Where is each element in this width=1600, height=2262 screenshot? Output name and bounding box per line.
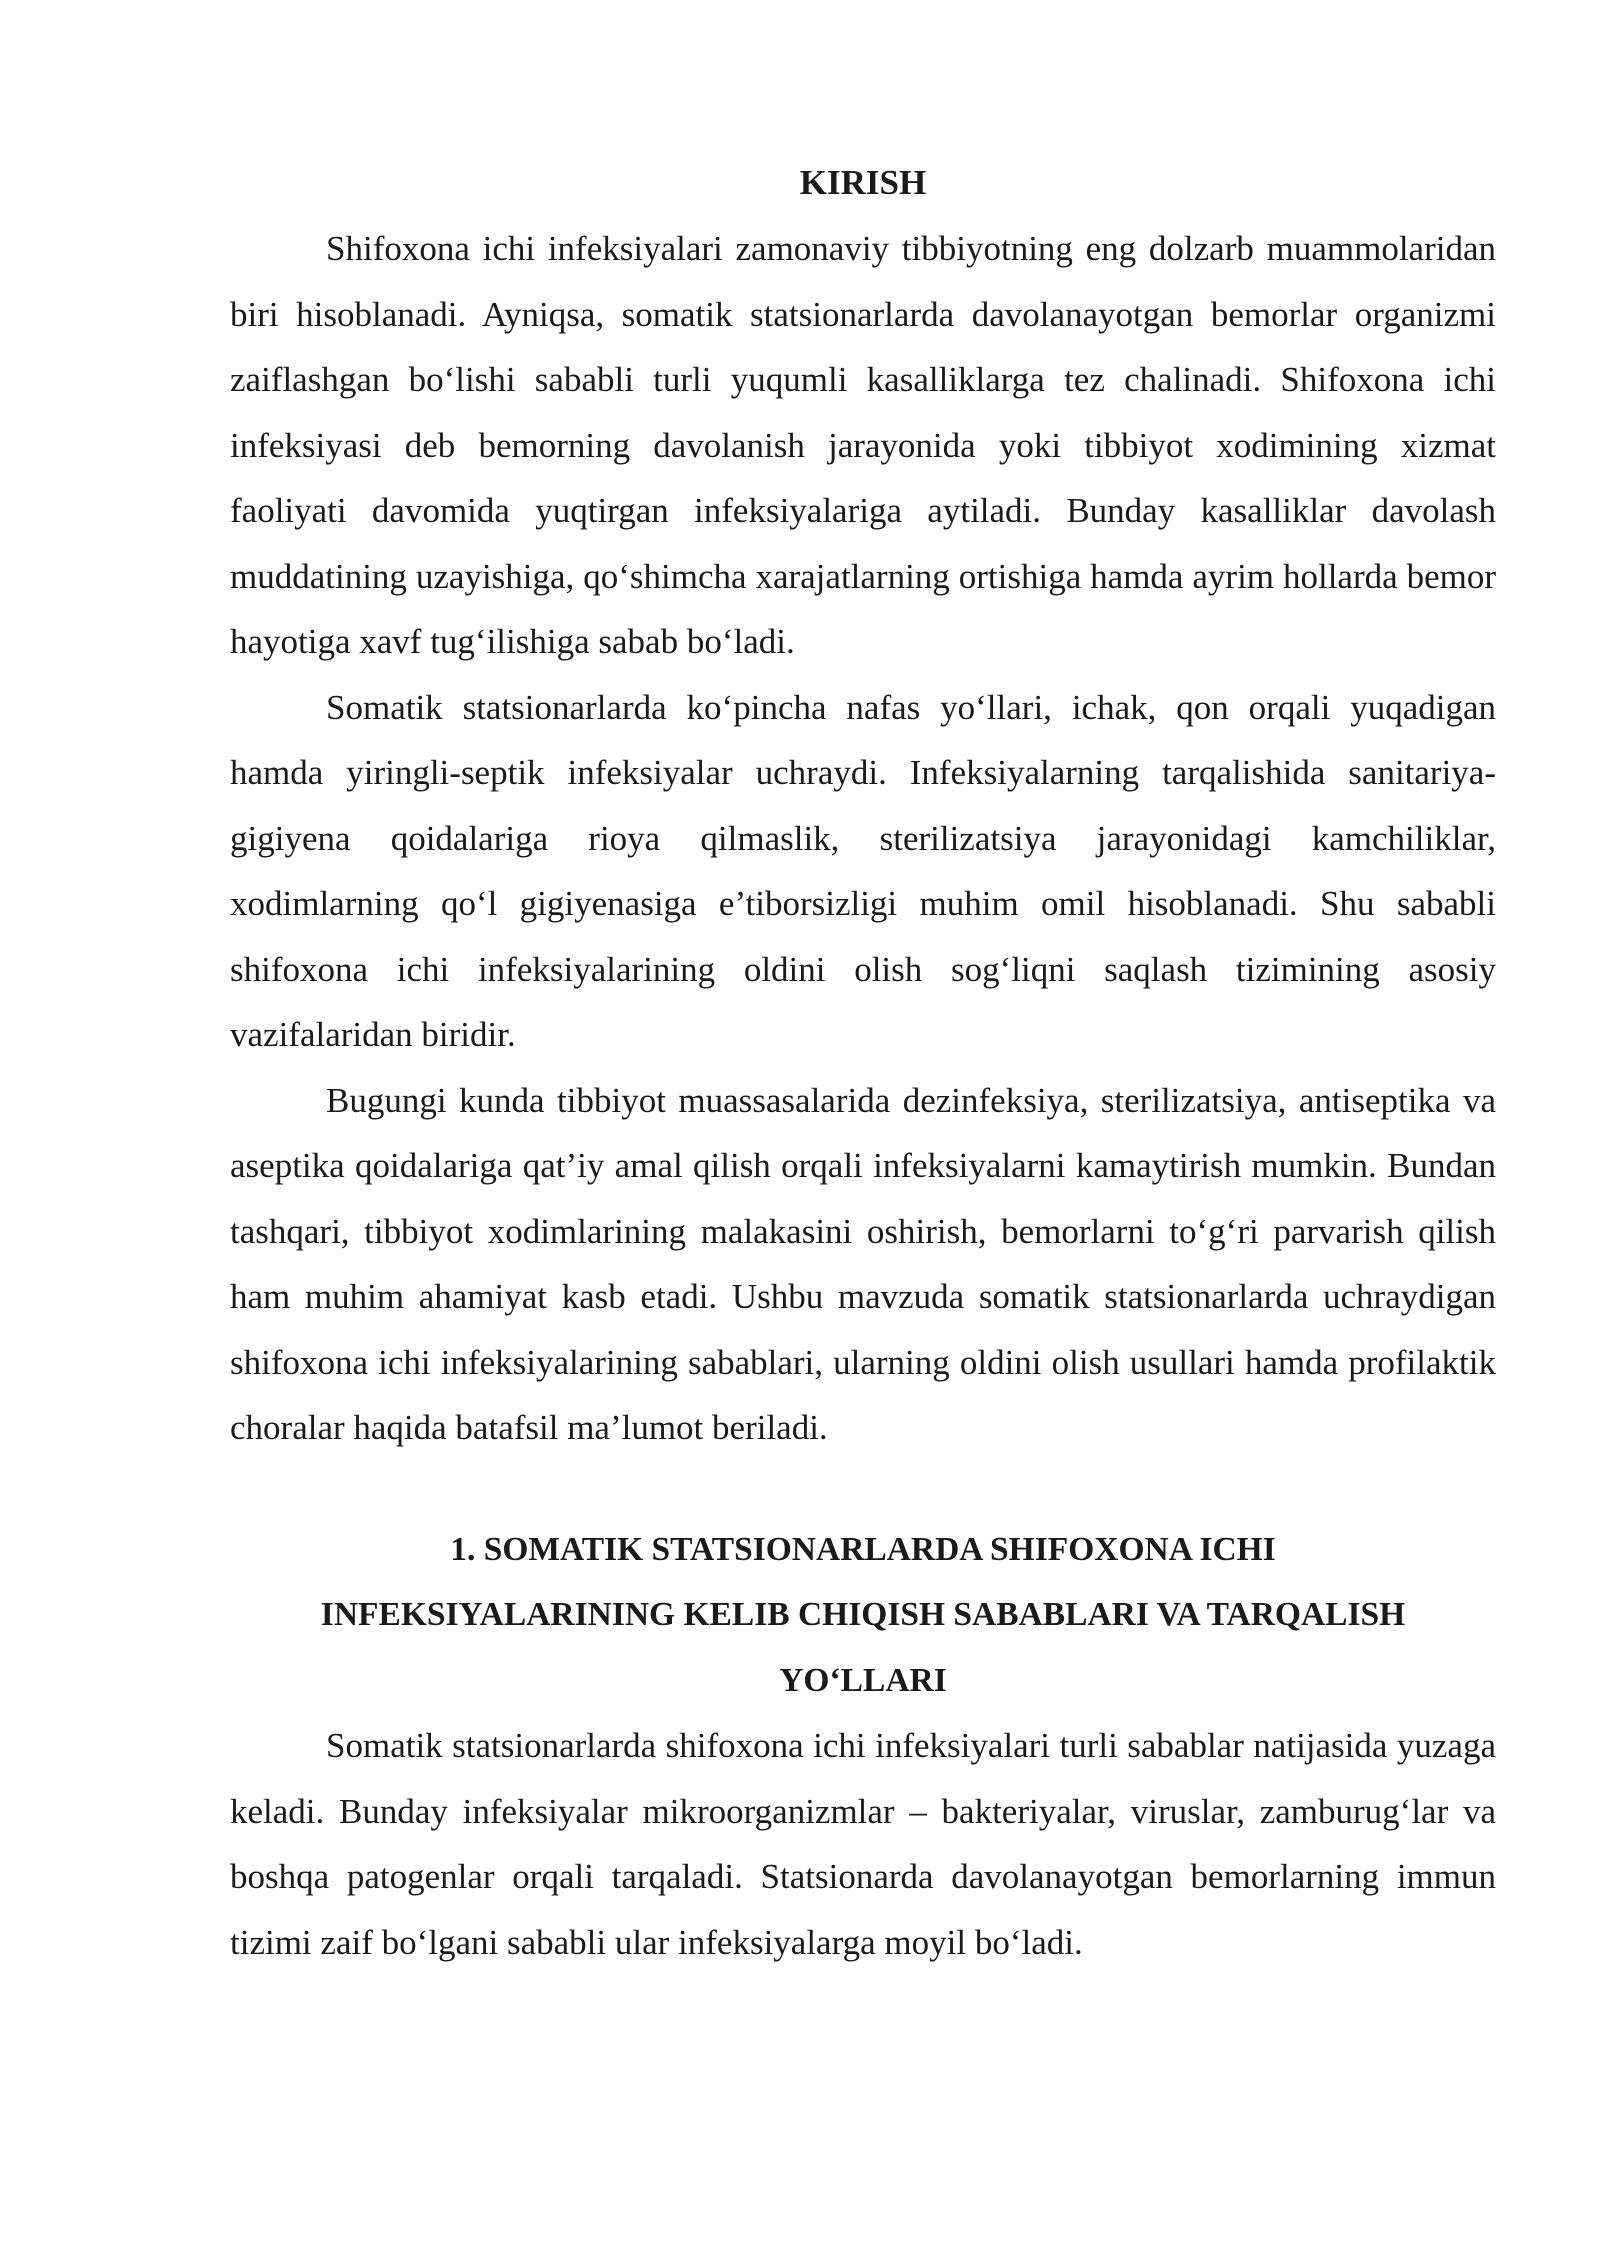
intro-paragraph-2: Somatik statsionarlarda ko‘pincha nafas yo‘llari, ichak, qon orqali yuqadigan hamda yiringli-septik infeksiyalar uchraydi. Infeksiyalarning tarqalishida sanitariya-gigiyena qoidalariga rioya qilmaslik, sterilizatsiya jarayonidagi kamchiliklar, xodimlarning qo‘l gigiyenasiga e’tiborsizligi muhim omil hisoblanadi. Shu sababli shifoxona ichi infeksiyalarining oldini olish sog‘liqni saqlash tizimining asosiy vazifalaridan biridir. [230,687,1496,1054]
intro-heading: KIRISH [799,163,927,202]
section-1-heading-line-1: 1. SOMATIK STATSIONARLARDA SHIFOXONA ICHI [450,1530,1276,1568]
section-1-heading-line-3: YO‘LLARI [779,1661,947,1699]
section-1-heading-line-2: INFEKSIYALARINING KELIB CHIQISH SABABLARI VA TARQALISH [320,1596,1406,1633]
section-1-paragraph-1: Somatik statsionarlarda shifoxona ichi infeksiyalari turli sabablar natijasida yuzaga keladi. Bunday infeksiyalar mikroorganizmlar – bakteriyalar, viruslar, zamburug‘lar va boshqa patogenlar orqali tarqaladi. Statsionarda davolanayotgan bemorlarning immun tizimi zaif bo‘lgani sababli ular infeksiyalarga moyil bo‘ladi. [230,1726,1496,1962]
section-1-heading [230,1517,1496,1714]
document-page [230,150,1496,1975]
intro-paragraph-1: Shifoxona ichi infeksiyalari zamonaviy tibbiyotning eng dolzarb muammolaridan biri hisoblanadi. Ayniqsa, somatik statsionarlarda davolanayotgan bemorlar organizmi zaiflashgan bo‘lishi sababli turli yuqumli kasalliklarga tez chalinadi. Shifoxona ichi infeksiyasi deb bemorning davolanish jarayonida yoki tibbiyot xodimining xizmat faoliyati davomida yuqtirgan infeksiyalariga aytiladi. Bunday kasalliklar davolash muddatining uzayishiga, qo‘shimcha xarajatlarning ortishiga hamda ayrim hollarda bemor hayotiga xavf tug‘ilishiga sabab bo‘ladi. [230,229,1496,661]
intro-paragraph-3: Bugungi kunda tibbiyot muassasalarida dezinfeksiya, sterilizatsiya, antiseptika va aseptika qoidalariga qat’iy amal qilish orqali infeksiyalarni kamaytirish mumkin. Bundan tashqari, tibbiyot xodimlarining malakasini oshirish, bemorlarni to‘g‘ri parvarish qilish ham muhim ahamiyat kasb etadi. Ushbu mavzuda somatik statsionarlarda uchraydigan shifoxona ichi infeksiyalarining sabablari, ularning oldini olish usullari hamda profilaktik choralar haqida batafsil ma’lumot beriladi. [230,1080,1496,1447]
